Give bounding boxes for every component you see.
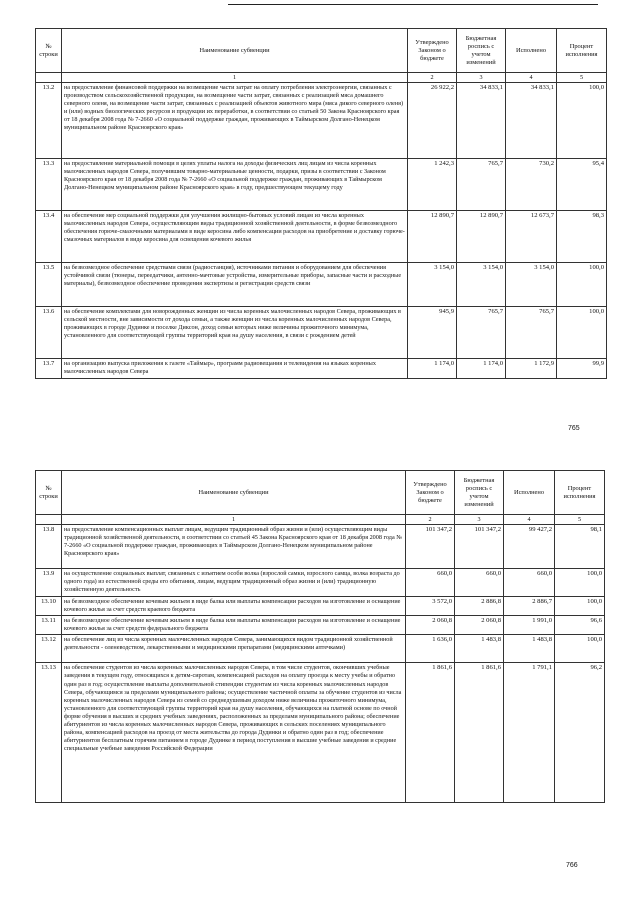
row-percent: 96,2 bbox=[555, 663, 605, 803]
col-header-executed: Исполнено bbox=[506, 29, 557, 73]
table-row bbox=[36, 525, 605, 569]
row-approved: 660,0 bbox=[406, 569, 455, 597]
table-row bbox=[36, 307, 607, 359]
row-budget: 34 833,1 bbox=[457, 83, 506, 159]
row-executed: 1 791,1 bbox=[504, 663, 555, 803]
row-executed: 730,2 bbox=[506, 159, 557, 211]
col-index: 1 bbox=[62, 515, 406, 525]
col-header-percent: Процент исполнения bbox=[555, 471, 605, 515]
row-percent: 100,0 bbox=[555, 597, 605, 616]
row-budget: 2 060,8 bbox=[455, 616, 504, 635]
col-header-budget: Бюджетная роспись с учетом изменений bbox=[455, 471, 504, 515]
table-row bbox=[36, 83, 607, 159]
row-budget: 1 483,8 bbox=[455, 635, 504, 663]
row-number: 13.9 bbox=[36, 569, 62, 597]
subventions-table-page-1 bbox=[35, 28, 607, 379]
col-header-approved: Утверждено Законом о бюджете bbox=[406, 471, 455, 515]
col-header-num: № строки bbox=[36, 471, 62, 515]
col-index: 3 bbox=[457, 73, 506, 83]
column-index-row bbox=[36, 73, 607, 83]
subventions-table-page-2 bbox=[35, 470, 605, 803]
row-percent: 100,0 bbox=[557, 83, 607, 159]
table-row bbox=[36, 263, 607, 307]
row-executed: 1 991,0 bbox=[504, 616, 555, 635]
row-approved: 3 154,0 bbox=[408, 263, 457, 307]
col-header-num: № строки bbox=[36, 29, 62, 73]
table-row bbox=[36, 211, 607, 263]
row-percent: 99,9 bbox=[557, 359, 607, 379]
row-executed: 2 886,7 bbox=[504, 597, 555, 616]
col-header-budget: Бюджетная роспись с учетом изменений bbox=[457, 29, 506, 73]
row-percent: 98,1 bbox=[555, 525, 605, 569]
col-header-percent: Процент исполнения bbox=[557, 29, 607, 73]
row-number: 13.12 bbox=[36, 635, 62, 663]
row-budget: 660,0 bbox=[455, 569, 504, 597]
row-number: 13.11 bbox=[36, 616, 62, 635]
row-number: 13.5 bbox=[36, 263, 62, 307]
row-number: 13.2 bbox=[36, 83, 62, 159]
row-budget: 765,7 bbox=[457, 159, 506, 211]
col-index: 5 bbox=[557, 73, 607, 83]
col-index: 1 bbox=[62, 73, 408, 83]
row-percent: 98,3 bbox=[557, 211, 607, 263]
row-number: 13.13 bbox=[36, 663, 62, 803]
row-percent: 100,0 bbox=[557, 263, 607, 307]
row-percent: 95,4 bbox=[557, 159, 607, 211]
row-budget: 12 890,7 bbox=[457, 211, 506, 263]
col-index: 5 bbox=[555, 515, 605, 525]
table-row bbox=[36, 635, 605, 663]
row-name: на обеспечение комплектами для новорожденных женщин из числа коренных малочисленных народов Севера, проживающих в сельской местности, вне зависимости от дохода семьи, а также женщин из числа коренных малочисленных народов Севера, проживающих в городе Дудинке и поселке Диксон, доход семьи которых ниже величины прожиточного минимума, установленного для соответствующей группы территорий края на душу населения, в связи с рождением детей bbox=[62, 307, 408, 359]
row-executed: 3 154,0 bbox=[506, 263, 557, 307]
row-approved: 2 060,8 bbox=[406, 616, 455, 635]
row-name: на безвозмездное обеспечение кочевым жильем в виде балка или выплаты компенсации расходов на изготовление и оснащение кочевого жилья за счет средств краевого бюджета bbox=[62, 597, 406, 616]
row-percent: 100,0 bbox=[555, 569, 605, 597]
row-approved: 101 347,2 bbox=[406, 525, 455, 569]
row-approved: 26 922,2 bbox=[408, 83, 457, 159]
row-name: на обеспечение лиц из числа коренных малочисленных народов Севера, занимающихся видом традиционной хозяйственной деятельности - оленеводством, лекарственными и медицинскими препаратами (медицинскими аптечками) bbox=[62, 635, 406, 663]
row-approved: 945,9 bbox=[408, 307, 457, 359]
col-header-name: Наименование субвенции bbox=[62, 29, 408, 73]
row-name: на осуществление социальных выплат, связанных с изъятием особи волка (взрослой самки, взрослого самца, волка возраста до одного года) из естественной среды его обитания, лицам, ведущим традиционный образ жизни и (или) традиционную хозяйственную деятельность bbox=[62, 569, 406, 597]
table-row bbox=[36, 597, 605, 616]
row-executed: 99 427,2 bbox=[504, 525, 555, 569]
row-name: на безвозмездное обеспечение средствами связи (радиостанция), источниками питания и оборудованием для обеспечения устойчивой связи (тюнеры, переедатчики, антенно-мачтовые устройства, измерительные приборы, запасные части и расходные материалы), безвозмездное обеспечение проведения экспертизы и регистрации средств связи bbox=[62, 263, 408, 307]
table-row bbox=[36, 359, 607, 379]
column-index-row bbox=[36, 515, 605, 525]
col-header-name: Наименование субвенции bbox=[62, 471, 406, 515]
row-approved: 12 890,7 bbox=[408, 211, 457, 263]
page-number: 766 bbox=[566, 862, 578, 869]
table-header-row bbox=[36, 29, 607, 73]
row-approved: 1 636,0 bbox=[406, 635, 455, 663]
row-executed: 765,7 bbox=[506, 307, 557, 359]
row-number: 13.10 bbox=[36, 597, 62, 616]
row-percent: 96,6 bbox=[555, 616, 605, 635]
col-index: 4 bbox=[504, 515, 555, 525]
row-executed: 1 483,8 bbox=[504, 635, 555, 663]
row-budget: 765,7 bbox=[457, 307, 506, 359]
row-budget: 3 154,0 bbox=[457, 263, 506, 307]
row-budget: 1 174,0 bbox=[457, 359, 506, 379]
col-index: 2 bbox=[408, 73, 457, 83]
row-name: на предоставление компенсационных выплат лицам, ведущим традиционный образ жизни и (или) осуществляющим виды традиционной хозяйственной деятельности, в соответствии со статьей 45 Закона Красноярского края от 18 декабря 2008 года № 7-2660 «О социальной поддержке граждан, проживающих в Таймырском Долгано-Ненецком муниципальном районе Красноярского края» bbox=[62, 525, 406, 569]
table-row bbox=[36, 616, 605, 635]
page-number: 765 bbox=[568, 425, 580, 432]
row-name: на организацию выпуска приложения к газете «Таймыр», программ радиовещания и телевидения на языках коренных малочисленных народов Севера bbox=[62, 359, 408, 379]
top-rule bbox=[228, 4, 598, 5]
row-budget: 101 347,2 bbox=[455, 525, 504, 569]
row-name: на предоставление финансовой поддержки на возмещение части затрат на оплату потребления электроэнергии, связанных с производством сельскохозяйственной продукции, на возмещение части затрат, связанных с реализацией мяса домашнего северного оленя, на возмещение части затрат, связанных с реализацией объектов животного мира (мяса дикого северного оленя) и (или) водных биологических ресурсов и продукции их переработки, в соответствии со статьей 50 Закона Красноярского края от 18 декабря 2008 года № 7-2660 «О социальной поддержке граждан, проживающих в Таймырском Долгано-Ненецком муниципальном районе Красноярского края» bbox=[62, 83, 408, 159]
row-number: 13.7 bbox=[36, 359, 62, 379]
row-approved: 3 572,0 bbox=[406, 597, 455, 616]
table-row bbox=[36, 569, 605, 597]
col-header-executed: Исполнено bbox=[504, 471, 555, 515]
row-executed: 12 673,7 bbox=[506, 211, 557, 263]
row-budget: 2 886,8 bbox=[455, 597, 504, 616]
row-name: на предоставление материальной помощи в целях уплаты налога на доходы физических лиц лицам из числа коренных малочисленных народов Севера, получившим товарно-материальные ценности, подарки, призы в соответствии с Законом Красноярского края от 18 декабря 2008 года № 7-2660 «О социальной поддержке граждан, проживающих в Таймырском Долгано-Ненецком муниципальном районе Красноярского края» в году, предшествующем текущему году bbox=[62, 159, 408, 211]
col-header-approved: Утверждено Законом о бюджете bbox=[408, 29, 457, 73]
row-number: 13.4 bbox=[36, 211, 62, 263]
row-percent: 100,0 bbox=[557, 307, 607, 359]
row-approved: 1 242,3 bbox=[408, 159, 457, 211]
row-executed: 660,0 bbox=[504, 569, 555, 597]
row-budget: 1 861,6 bbox=[455, 663, 504, 803]
row-number: 13.6 bbox=[36, 307, 62, 359]
row-name: на безвозмездное обеспечение кочевым жильем в виде балка или выплаты компенсации расходов на изготовление и оснащение кочевого жилья за счет средств федерального бюджета bbox=[62, 616, 406, 635]
col-index: 4 bbox=[506, 73, 557, 83]
col-index: 2 bbox=[406, 515, 455, 525]
col-index: 3 bbox=[455, 515, 504, 525]
table-header-row bbox=[36, 471, 605, 515]
row-executed: 1 172,9 bbox=[506, 359, 557, 379]
row-approved: 1 861,6 bbox=[406, 663, 455, 803]
row-executed: 34 833,1 bbox=[506, 83, 557, 159]
row-name: на обеспечение студентов из числа коренных малочисленных народов Севера, в том числе студентов, окончивших учебные заведения в текущем году, относящихся к детям-сиротам, компенсацией расходов на оплату проезда к месту учебы и обратно один раз в год; осуществление выплаты дополнительной стипендии студентам из числа коренных малочисленных народов Севера, обучающимся за пределами муниципального района; осуществление частичной оплаты за обучение студентов из числа коренных малочисленных народов Севера из семей со среднедушевым доходом ниже величины прожиточного минимума, установленного для соответствующей группы территорий края на душу населения, обучающихся на платной основе по очной форме обучения в высших и средних учебных заведениях, расположенных за пределами муниципального района; обеспечение абитуриентов из числа коренных малочисленных народов Севера, проживающих в сельских поселениях муниципального района, компенсацией расходов на проезд от места жительства до города Дудинки и обратно один раз в год; обеспечение абитуриентов бесплатным горячим питанием в городе Дудинке в период поступления в высшие учебные заведения и средние специальные учебные заведения Российской Федерации bbox=[62, 663, 406, 803]
row-number: 13.8 bbox=[36, 525, 62, 569]
row-number: 13.3 bbox=[36, 159, 62, 211]
row-percent: 100,0 bbox=[555, 635, 605, 663]
row-name: на обеспечение мер социальной поддержки для улучшения жилищно-бытовых условий лицам из числа коренных малочисленных народов Севера, осуществляющим виды традиционной хозяйственной деятельности, в форме безвозмездного обеспечения горюче-смазочными материалами в виде керосина либо компенсации расходов на приобретение и доставку горюче-смазочных материалов в виде керосина для освещения кочевого жилья bbox=[62, 211, 408, 263]
row-approved: 1 174,0 bbox=[408, 359, 457, 379]
table-row bbox=[36, 663, 605, 803]
table-row bbox=[36, 159, 607, 211]
